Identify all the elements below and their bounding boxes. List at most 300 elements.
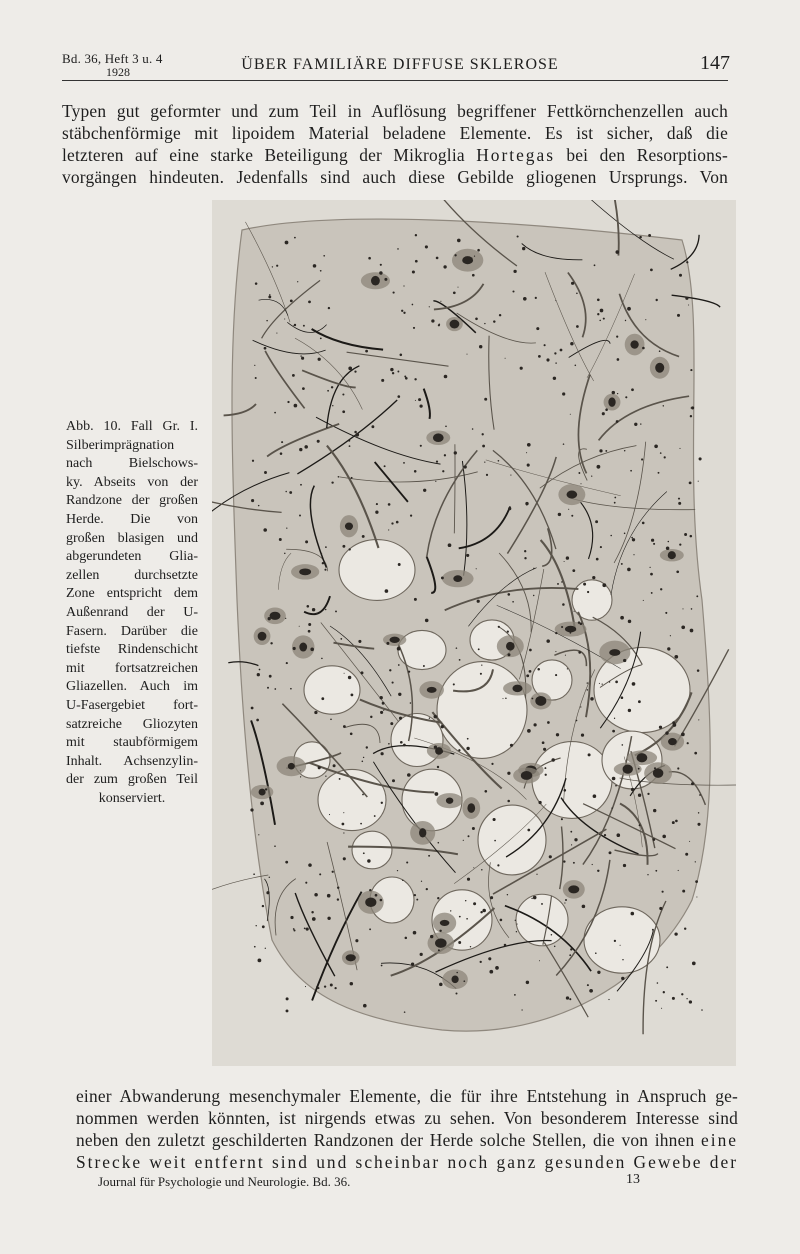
caption-line: der zum großen Teil bbox=[66, 772, 198, 788]
granule bbox=[565, 899, 567, 901]
granule bbox=[666, 966, 668, 968]
granule bbox=[337, 898, 339, 900]
granule bbox=[331, 386, 333, 388]
cell-nucleus bbox=[453, 575, 462, 582]
granule bbox=[474, 256, 475, 257]
granule bbox=[318, 358, 321, 361]
cell-nucleus bbox=[623, 765, 633, 774]
granule bbox=[381, 802, 383, 804]
granule bbox=[465, 900, 466, 901]
granule bbox=[412, 270, 415, 273]
cell-nucleus bbox=[270, 612, 281, 620]
granule bbox=[493, 320, 495, 322]
granule bbox=[612, 391, 615, 394]
granule bbox=[653, 809, 656, 812]
granule bbox=[457, 239, 461, 243]
granule bbox=[431, 319, 434, 322]
granule bbox=[304, 927, 306, 929]
granule bbox=[403, 744, 406, 747]
granule bbox=[327, 390, 329, 392]
granule bbox=[591, 475, 592, 476]
granule bbox=[678, 502, 681, 505]
granule bbox=[316, 986, 317, 987]
granule bbox=[350, 982, 353, 985]
granule bbox=[484, 323, 485, 324]
granule bbox=[405, 937, 408, 940]
cell-nucleus bbox=[419, 828, 426, 837]
granule bbox=[421, 881, 422, 882]
granule bbox=[651, 539, 654, 542]
granule bbox=[547, 721, 550, 724]
granule bbox=[569, 954, 571, 956]
granule bbox=[699, 794, 701, 796]
granule bbox=[687, 742, 689, 744]
granule bbox=[507, 772, 510, 775]
granule bbox=[286, 997, 289, 1000]
granule bbox=[672, 821, 675, 824]
granule bbox=[670, 635, 671, 636]
publication-year: 1928 bbox=[106, 65, 130, 79]
granule bbox=[382, 702, 385, 705]
granule bbox=[533, 568, 535, 570]
caption-line: abgerundeten Glia- bbox=[66, 549, 198, 565]
granule bbox=[666, 546, 670, 550]
granule bbox=[659, 350, 661, 352]
granule bbox=[398, 563, 401, 566]
granule bbox=[321, 697, 324, 700]
granule bbox=[639, 824, 641, 826]
nerve-fiber bbox=[212, 875, 268, 920]
granule bbox=[659, 726, 662, 729]
granule bbox=[589, 989, 593, 993]
granule bbox=[260, 802, 264, 806]
granule bbox=[495, 966, 499, 970]
granule bbox=[413, 931, 417, 935]
granule bbox=[281, 441, 283, 443]
granule bbox=[625, 396, 627, 398]
granule bbox=[354, 431, 357, 434]
granule bbox=[625, 320, 626, 321]
granule bbox=[513, 270, 516, 273]
granule bbox=[592, 864, 593, 865]
granule bbox=[340, 638, 342, 640]
granule bbox=[286, 527, 287, 528]
granule bbox=[332, 405, 333, 406]
cell-nucleus bbox=[653, 768, 664, 777]
granule bbox=[571, 282, 574, 285]
granule bbox=[414, 598, 417, 601]
granule bbox=[512, 601, 514, 603]
cell-nucleus bbox=[630, 340, 638, 348]
granule bbox=[572, 569, 575, 572]
body-paragraph-bottom bbox=[76, 1085, 738, 1173]
granule bbox=[342, 393, 344, 395]
granule bbox=[654, 767, 656, 769]
granule bbox=[685, 853, 688, 856]
granule bbox=[366, 746, 368, 748]
granule bbox=[480, 911, 482, 913]
granule bbox=[380, 711, 383, 714]
granule bbox=[327, 894, 331, 898]
text-segment: letzteren auf eine starke Beteiligung der Mikroglia bbox=[62, 145, 465, 165]
granule bbox=[434, 715, 438, 719]
granule bbox=[672, 997, 675, 1000]
granule bbox=[691, 608, 693, 610]
granule bbox=[480, 961, 482, 963]
granule bbox=[299, 448, 302, 451]
granule bbox=[426, 888, 428, 890]
granule bbox=[300, 770, 301, 771]
granule bbox=[443, 265, 446, 268]
running-title: ÜBER FAMILIÄRE DIFFUSE SKLEROSE bbox=[241, 56, 559, 73]
granule bbox=[299, 515, 301, 517]
granule bbox=[502, 698, 503, 699]
granule bbox=[253, 873, 255, 875]
granule bbox=[397, 647, 401, 651]
granule bbox=[376, 503, 378, 505]
granule bbox=[614, 718, 615, 719]
granule bbox=[690, 369, 692, 371]
granule bbox=[507, 894, 508, 895]
granule bbox=[314, 711, 317, 714]
granule bbox=[620, 616, 624, 620]
granule bbox=[310, 648, 314, 652]
granule bbox=[349, 445, 351, 447]
granule bbox=[590, 697, 593, 700]
granule bbox=[363, 1004, 367, 1008]
cell-nucleus bbox=[637, 753, 648, 762]
cell-nucleus bbox=[440, 920, 449, 926]
granule bbox=[420, 953, 423, 956]
granule bbox=[454, 451, 457, 454]
cell-nucleus bbox=[521, 771, 532, 780]
granule bbox=[307, 605, 310, 608]
granule bbox=[269, 675, 272, 678]
granule bbox=[467, 878, 470, 881]
granule bbox=[425, 245, 428, 248]
granule bbox=[531, 698, 533, 700]
granule bbox=[400, 741, 403, 744]
granule bbox=[642, 522, 645, 525]
granule bbox=[648, 234, 651, 237]
granule bbox=[628, 709, 631, 712]
granule bbox=[333, 764, 336, 767]
granule bbox=[380, 899, 383, 902]
granule bbox=[354, 371, 356, 373]
granule bbox=[573, 862, 575, 864]
granule bbox=[363, 757, 364, 758]
granule bbox=[667, 647, 670, 650]
granule bbox=[526, 981, 529, 984]
granule bbox=[701, 1009, 703, 1011]
granule bbox=[365, 350, 368, 353]
granule bbox=[696, 896, 697, 897]
granule bbox=[531, 898, 532, 899]
granule bbox=[343, 812, 344, 813]
granule bbox=[338, 476, 340, 478]
granule bbox=[638, 768, 640, 770]
granule bbox=[562, 392, 565, 395]
granule bbox=[458, 941, 461, 944]
granule bbox=[612, 777, 616, 781]
granule bbox=[403, 285, 404, 286]
granule bbox=[600, 546, 602, 548]
granule bbox=[436, 461, 438, 463]
granule bbox=[343, 378, 344, 379]
granule bbox=[560, 349, 563, 352]
granule bbox=[602, 583, 606, 587]
granule bbox=[546, 358, 549, 361]
granule bbox=[420, 445, 422, 447]
cell-nucleus bbox=[427, 687, 437, 693]
granule bbox=[466, 354, 467, 355]
granule bbox=[300, 484, 302, 486]
granule bbox=[597, 465, 601, 469]
granule bbox=[689, 841, 690, 842]
granule bbox=[369, 928, 371, 930]
granule bbox=[397, 371, 399, 373]
figure-plate bbox=[212, 200, 736, 1066]
granule bbox=[256, 719, 259, 722]
granule bbox=[621, 696, 624, 699]
granule bbox=[324, 985, 326, 987]
granule bbox=[690, 415, 692, 417]
granule bbox=[300, 355, 301, 356]
granule bbox=[321, 658, 323, 660]
granule bbox=[539, 960, 540, 961]
granule bbox=[453, 291, 456, 294]
granule bbox=[677, 767, 679, 769]
granule bbox=[504, 944, 507, 947]
granule bbox=[344, 673, 345, 674]
granule bbox=[569, 998, 571, 1000]
granule bbox=[615, 785, 617, 787]
granule bbox=[430, 935, 433, 938]
granule bbox=[313, 609, 315, 611]
granule bbox=[258, 505, 259, 506]
granule bbox=[402, 879, 404, 881]
granule bbox=[435, 481, 436, 482]
granule bbox=[616, 336, 618, 338]
granule bbox=[570, 948, 572, 950]
granule bbox=[535, 297, 537, 299]
granule bbox=[597, 971, 600, 974]
granule bbox=[612, 730, 615, 733]
granule bbox=[623, 659, 626, 662]
granule bbox=[348, 367, 352, 371]
granule bbox=[490, 896, 493, 899]
granule bbox=[602, 412, 605, 415]
granule bbox=[628, 620, 631, 623]
granule bbox=[616, 250, 620, 254]
cell-nucleus bbox=[668, 551, 676, 559]
granule bbox=[616, 833, 620, 837]
granule bbox=[255, 282, 258, 285]
granule bbox=[587, 689, 589, 691]
granule bbox=[499, 314, 501, 316]
cell-nucleus bbox=[567, 491, 578, 499]
granule bbox=[649, 567, 650, 568]
caption-line: satzreiche Gliozyten bbox=[66, 716, 198, 732]
text-line: nommen werden könnten, ist nirgends etwas zu sehen. Von besonderem Interesse sind bbox=[76, 1108, 738, 1128]
granule bbox=[284, 553, 285, 554]
granule bbox=[406, 861, 408, 863]
granule bbox=[695, 880, 698, 883]
granule bbox=[285, 861, 288, 864]
granule bbox=[605, 450, 607, 452]
granule bbox=[268, 617, 271, 620]
granule bbox=[391, 522, 393, 524]
granule bbox=[479, 345, 482, 348]
granule bbox=[351, 694, 354, 697]
cell-nucleus bbox=[389, 637, 399, 643]
granule bbox=[254, 365, 255, 366]
cell-nucleus bbox=[568, 885, 579, 893]
granule bbox=[308, 630, 311, 633]
granule bbox=[673, 723, 677, 727]
figure-caption bbox=[66, 418, 198, 808]
granule bbox=[517, 924, 518, 925]
granule bbox=[523, 297, 527, 301]
granule bbox=[471, 257, 473, 259]
granule bbox=[454, 254, 456, 256]
granule bbox=[570, 831, 572, 833]
granule bbox=[437, 766, 439, 768]
granule bbox=[306, 928, 309, 931]
cell-nucleus bbox=[446, 797, 453, 803]
granule bbox=[566, 996, 569, 999]
vacuole-cell bbox=[437, 662, 527, 759]
granule bbox=[581, 733, 584, 736]
granule bbox=[603, 318, 605, 320]
granule bbox=[593, 794, 597, 798]
cell-nucleus bbox=[258, 632, 267, 641]
granule bbox=[533, 595, 534, 596]
granule bbox=[343, 832, 344, 833]
granule bbox=[438, 842, 440, 844]
granule bbox=[472, 827, 475, 830]
granule bbox=[536, 874, 537, 875]
granule bbox=[555, 300, 556, 301]
granule bbox=[285, 241, 289, 245]
granule bbox=[678, 870, 679, 871]
granule bbox=[633, 554, 634, 555]
granule bbox=[410, 514, 412, 516]
granule bbox=[388, 529, 389, 530]
granule bbox=[438, 323, 440, 325]
granule bbox=[524, 557, 526, 559]
granule bbox=[486, 474, 488, 476]
granule bbox=[362, 794, 364, 796]
granule bbox=[553, 377, 556, 380]
granule bbox=[375, 511, 378, 514]
caption-line: zellen durchsetzte bbox=[66, 567, 198, 583]
granule bbox=[299, 626, 300, 627]
granule bbox=[459, 916, 461, 918]
granule bbox=[587, 591, 589, 593]
granule bbox=[478, 648, 480, 650]
granule bbox=[555, 362, 556, 363]
granule bbox=[555, 651, 556, 652]
granule bbox=[403, 462, 405, 464]
granule bbox=[662, 835, 666, 839]
granule bbox=[627, 568, 631, 572]
granule bbox=[416, 899, 418, 901]
granule bbox=[252, 460, 254, 462]
granule bbox=[448, 543, 452, 547]
granule bbox=[541, 903, 543, 905]
granule bbox=[257, 673, 260, 676]
granule bbox=[692, 962, 696, 966]
granule bbox=[564, 902, 565, 903]
granule bbox=[293, 647, 296, 650]
granule bbox=[321, 553, 322, 554]
granule bbox=[570, 342, 573, 345]
granule bbox=[508, 653, 511, 656]
cell-nucleus bbox=[288, 763, 295, 770]
granule bbox=[440, 750, 443, 753]
granule bbox=[698, 481, 699, 482]
granule bbox=[681, 993, 683, 995]
granule bbox=[604, 834, 606, 836]
volume-issue: Bd. 36, Heft 3 u. 4 bbox=[62, 51, 163, 66]
granule bbox=[302, 387, 305, 390]
granule bbox=[482, 445, 485, 448]
cell-nucleus bbox=[452, 975, 459, 983]
granule bbox=[317, 987, 319, 989]
granule bbox=[526, 674, 529, 677]
granule bbox=[367, 859, 370, 862]
granule bbox=[274, 412, 276, 414]
granule bbox=[484, 790, 487, 793]
granule bbox=[527, 443, 531, 447]
granule bbox=[294, 237, 296, 239]
granule bbox=[303, 325, 305, 327]
granule bbox=[533, 896, 537, 900]
granule bbox=[657, 982, 659, 984]
caption-line: Randzone der großen bbox=[66, 493, 198, 509]
granule bbox=[571, 844, 572, 845]
granule bbox=[484, 461, 485, 462]
granule bbox=[494, 840, 496, 842]
granule bbox=[597, 870, 599, 872]
granule bbox=[386, 642, 389, 645]
granule bbox=[342, 823, 345, 826]
granule bbox=[442, 470, 444, 472]
granule bbox=[665, 731, 668, 734]
granule bbox=[300, 776, 301, 777]
granule bbox=[250, 808, 253, 811]
granule bbox=[383, 710, 384, 711]
granule bbox=[512, 290, 514, 292]
granule bbox=[316, 613, 318, 615]
vacuole-cell bbox=[352, 831, 392, 869]
granule bbox=[342, 545, 345, 548]
text-segment: bei den Resorptions- bbox=[566, 145, 728, 165]
cell-nucleus bbox=[609, 649, 620, 656]
granule bbox=[325, 609, 326, 610]
granule bbox=[527, 464, 530, 467]
cell-nucleus bbox=[299, 643, 307, 652]
granule bbox=[663, 405, 664, 406]
granule bbox=[599, 320, 601, 322]
granule bbox=[287, 401, 289, 403]
vacuole-cell bbox=[304, 666, 360, 714]
granule bbox=[335, 610, 337, 612]
granule bbox=[566, 556, 569, 559]
granule bbox=[330, 984, 333, 987]
granule bbox=[578, 472, 580, 474]
